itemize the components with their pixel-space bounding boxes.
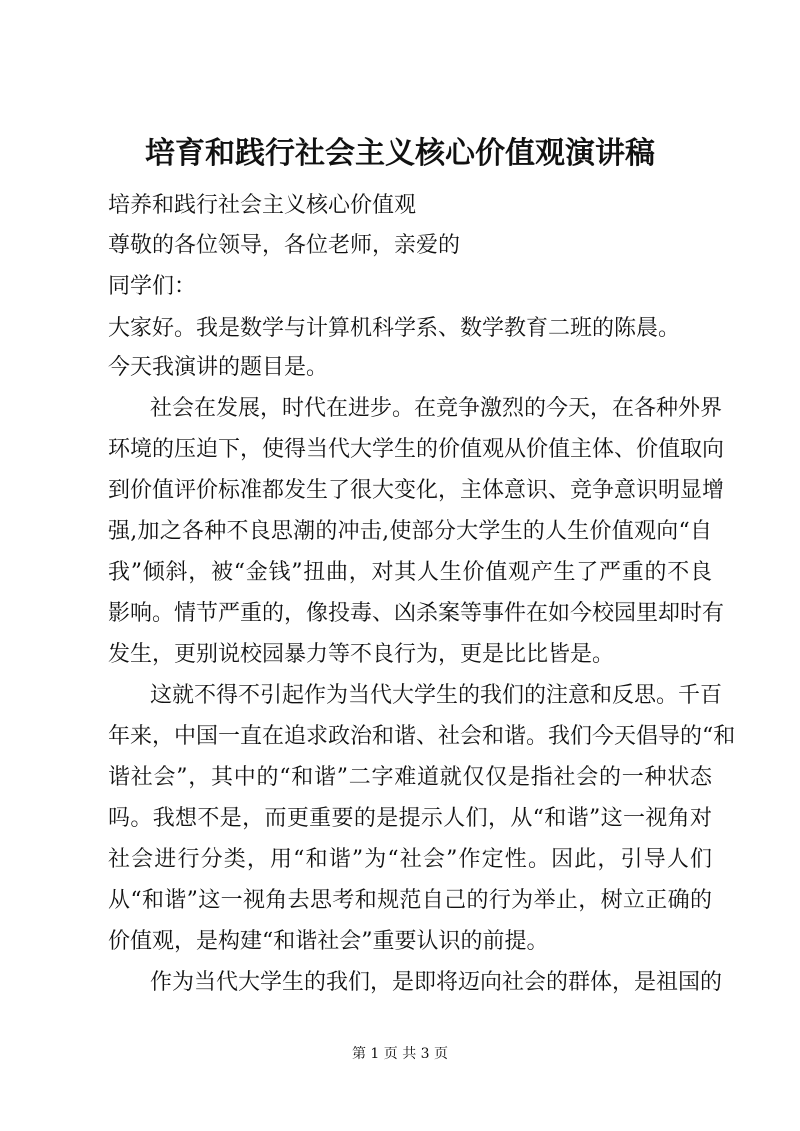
paragraph-1-line-5: 我”倾斜，被“金钱”扭曲，对其人生价值观产生了严重的不良 [108,560,712,585]
document-title: 培育和践行社会主义核心价值观演讲稿 [145,136,655,171]
paragraph-1-line-2: 环境的压迫下，使得当代大学生的价值观从价值主体、价值取向 [108,437,725,462]
paragraph-2-line-4: 吗。我想不是，而更重要的是提示人们，从“和谐”这一视角对 [108,806,712,831]
document-subtitle: 培养和践行社会主义核心价值观 [108,193,417,218]
greeting-line-1: 尊敬的各位领导，各位老师，亲爱的 [108,233,461,258]
paragraph-2-line-6: 从“和谐”这一视角去思考和规范自己的行为举止，树立正确的 [108,888,712,913]
paragraph-2-line-2: 年来，中国一直在追求政治和谐、社会和谐。我们今天倡导的“和 [108,724,736,749]
page-footer: 第 1 页 共 3 页 [351,1046,449,1062]
paragraph-2-line-1: 这就不得不引起作为当代大学生的我们的注意和反思。千百 [150,683,723,708]
intro-line: 大家好。我是数学与计算机科学系、数学教育二班的陈晨。 [108,316,681,341]
paragraph-1-line-3: 到价值评价标准都发生了很大变化，主体意识、竞争意识明显增 [108,478,725,503]
paragraph-2-line-7: 价值观，是构建“和谐社会”重要认识的前提。 [108,929,549,954]
paragraph-2-line-5: 社会进行分类，用“和谐”为“社会”作定性。因此，引导人们 [108,847,712,872]
paragraph-1-line-7: 发生，更别说校园暴力等不良行为，更是比比皆是。 [108,642,615,667]
paragraph-1-line-4: 强,加之各种不良思潮的冲击,使部分大学生的人生价值观向“自 [108,519,712,544]
paragraph-2-line-3: 谐社会”，其中的“和谐”二字难道就仅仅是指社会的一种状态 [108,765,712,790]
topic-line: 今天我演讲的题目是。 [108,355,329,380]
paragraph-1-line-6: 影响。情节严重的，像投毒、凶杀案等事件在如今校园里却时有 [108,601,725,626]
paragraph-3-line-1: 作为当代大学生的我们，是即将迈向社会的群体，是祖国的 [150,970,723,995]
paragraph-1-line-1: 社会在发展，时代在进步。在竞争激烈的今天，在各种外界 [150,396,723,421]
greeting-line-2: 同学们： [108,274,197,299]
